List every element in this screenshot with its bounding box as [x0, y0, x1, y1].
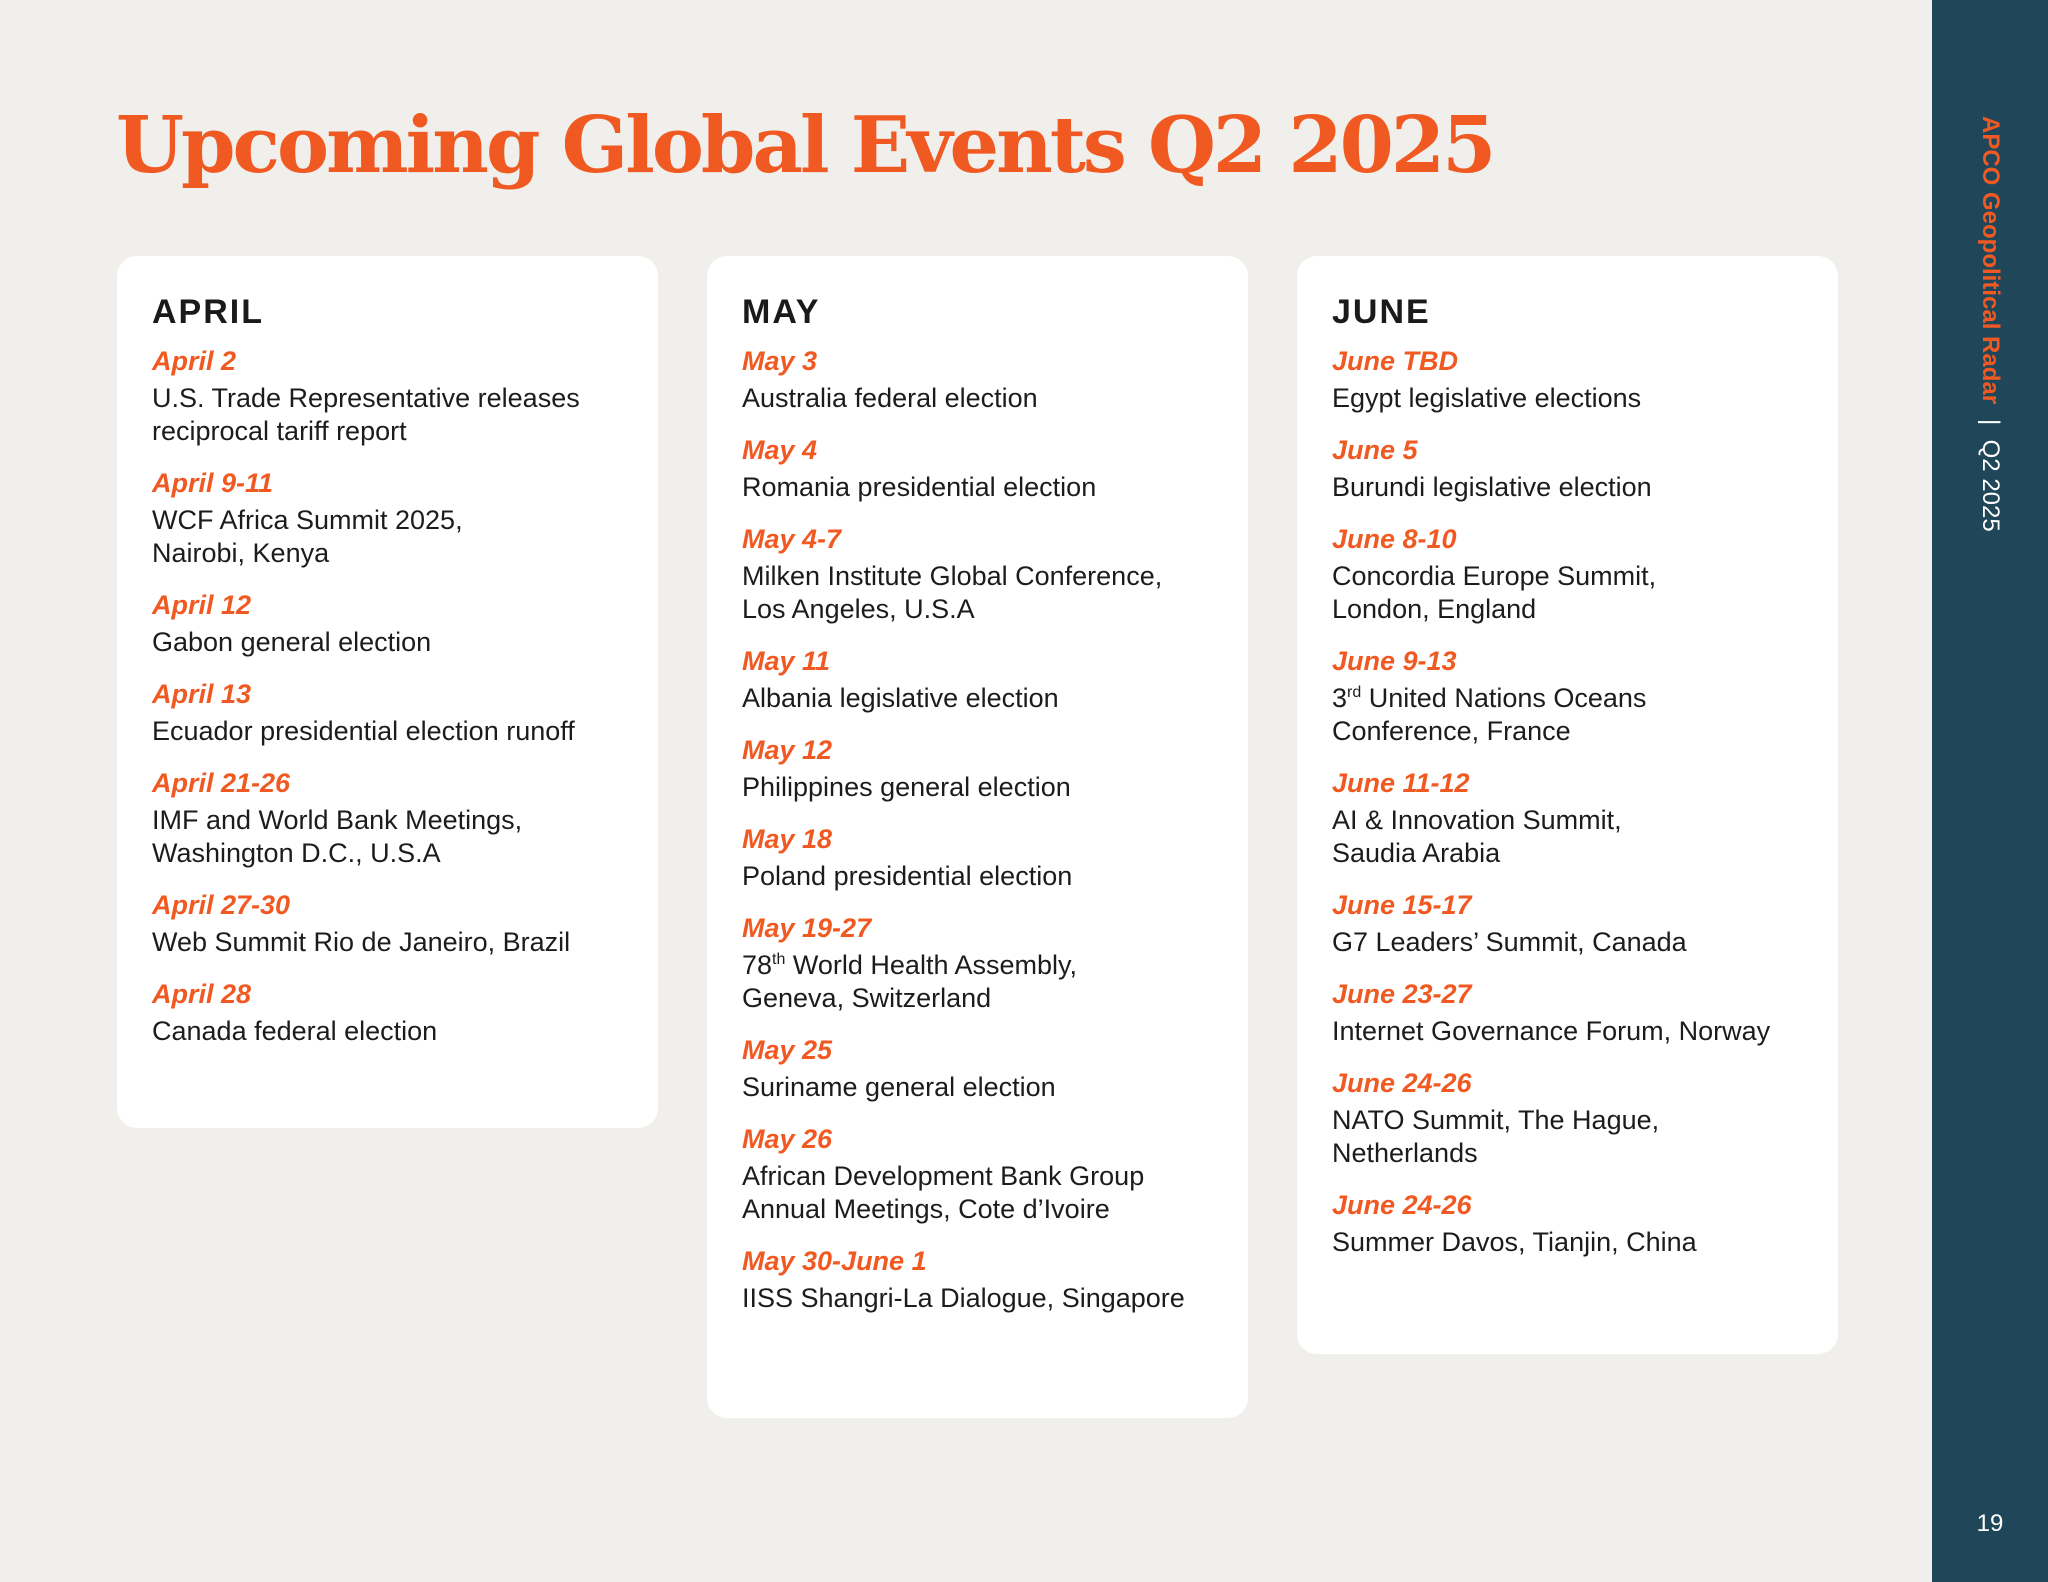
event-description — [742, 949, 1213, 982]
event-description: Suriname general election — [742, 1072, 1056, 1102]
event-item — [742, 911, 1213, 1015]
event-date: April 2 — [152, 346, 237, 376]
event-description: Geneva, Switzerland — [742, 983, 992, 1013]
event-description: Netherlands — [1332, 1138, 1478, 1168]
event-item — [152, 344, 623, 448]
event-item — [742, 433, 1213, 504]
event-date: April 13 — [152, 679, 252, 709]
may-card — [707, 256, 1248, 1418]
ordinal-suffix: rd — [1347, 684, 1362, 701]
event-date: April 27-30 — [152, 890, 291, 920]
event-description: Canada federal election — [152, 1016, 438, 1046]
event-description: Washington D.C., U.S.A — [152, 838, 441, 868]
event-description: Summer Davos, Tianjin, China — [1332, 1227, 1697, 1257]
event-description: IISS Shangri-La Dialogue, Singapore — [742, 1283, 1185, 1313]
event-date: May 3 — [742, 346, 818, 376]
event-date: June 8-10 — [1332, 524, 1457, 554]
event-date: June 15-17 — [1332, 890, 1472, 920]
event-item — [742, 733, 1213, 804]
event-description: Annual Meetings, Cote d’Ivoire — [742, 1194, 1110, 1224]
event-description: Saudia Arabia — [1332, 838, 1501, 868]
event-description — [1332, 682, 1803, 715]
event-item — [152, 677, 623, 748]
event-list — [1332, 344, 1803, 1259]
event-description: Ecuador presidential election runoff — [152, 716, 575, 746]
ordinal-suffix: th — [772, 951, 786, 968]
page-title: Upcoming Global Events Q2 2025 — [116, 100, 1494, 191]
event-description: African Development Bank Group — [742, 1161, 1145, 1191]
event-date: May 25 — [742, 1035, 833, 1065]
event-description: Romania presidential election — [742, 472, 1097, 502]
month-heading: JUNE — [1332, 293, 1431, 331]
event-date: June 23-27 — [1332, 979, 1472, 1009]
event-description: Web Summit Rio de Janeiro, Brazil — [152, 927, 571, 957]
event-item — [1332, 644, 1803, 748]
event-date: April 9-11 — [152, 468, 274, 498]
event-item — [152, 766, 623, 870]
event-date: April 12 — [152, 590, 252, 620]
event-list — [742, 344, 1213, 1315]
event-date: June 9-13 — [1332, 646, 1457, 676]
event-description: Milken Institute Global Conference, — [742, 561, 1163, 591]
event-date: June TBD — [1332, 346, 1459, 376]
event-item — [742, 1122, 1213, 1226]
event-description: Concordia Europe Summit, — [1332, 561, 1657, 591]
event-date: May 4 — [742, 435, 818, 465]
event-description: IMF and World Bank Meetings, — [152, 805, 523, 835]
ordinal-rest: United Nations Oceans — [1361, 683, 1647, 713]
event-item — [742, 822, 1213, 893]
event-description: Internet Governance Forum, Norway — [1332, 1016, 1771, 1046]
month-heading: MAY — [742, 293, 821, 331]
event-list — [152, 344, 623, 1048]
event-date: April 21-26 — [152, 768, 291, 798]
event-description: Albania legislative election — [742, 683, 1059, 713]
event-description: Egypt legislative elections — [1332, 383, 1642, 413]
event-date: June 5 — [1332, 435, 1418, 465]
june-card — [1297, 256, 1838, 1354]
event-item — [152, 466, 623, 570]
sidebar-caption — [1972, 116, 2008, 532]
event-date: May 11 — [742, 646, 831, 676]
event-item — [1332, 766, 1803, 870]
event-description: AI & Innovation Summit, — [1332, 805, 1622, 835]
event-description: NATO Summit, The Hague, — [1332, 1105, 1660, 1135]
month-heading: APRIL — [152, 293, 264, 331]
event-description: Los Angeles, U.S.A — [742, 594, 975, 624]
event-date: June 24-26 — [1332, 1068, 1472, 1098]
page-number: 19 — [1976, 1510, 2004, 1537]
event-item — [1332, 1066, 1803, 1170]
event-item — [152, 588, 623, 659]
event-item — [1332, 522, 1803, 626]
event-item — [152, 888, 623, 959]
event-description: Burundi legislative election — [1332, 472, 1652, 502]
event-item — [742, 522, 1213, 626]
event-date: May 30-June 1 — [742, 1246, 927, 1276]
event-description: WCF Africa Summit 2025, — [152, 505, 463, 535]
ordinal-number: 3 — [1332, 683, 1348, 713]
event-description: Conference, France — [1332, 716, 1571, 746]
event-date: May 26 — [742, 1124, 833, 1154]
event-item — [742, 1244, 1213, 1315]
event-description: Nairobi, Kenya — [152, 538, 330, 568]
ordinal-number: 78 — [742, 950, 773, 980]
event-description: G7 Leaders’ Summit, Canada — [1332, 927, 1687, 957]
event-date: April 28 — [152, 979, 252, 1009]
event-item — [1332, 888, 1803, 959]
event-description: Gabon general election — [152, 627, 432, 657]
sidebar-separator: | — [1977, 418, 2004, 425]
event-description: Australia federal election — [742, 383, 1038, 413]
sidebar-period: Q2 2025 — [1977, 439, 2004, 532]
event-item — [742, 344, 1213, 415]
april-card — [117, 256, 658, 1128]
event-item — [1332, 433, 1803, 504]
event-date: May 12 — [742, 735, 833, 765]
event-item — [1332, 344, 1803, 415]
event-item — [1332, 1188, 1803, 1259]
event-item — [742, 644, 1213, 715]
event-date: May 19-27 — [742, 913, 872, 943]
sidebar-brand: APCO Geopolitical Radar — [1977, 116, 2004, 405]
event-item — [152, 977, 623, 1048]
event-item — [1332, 977, 1803, 1048]
event-description: Philippines general election — [742, 772, 1071, 802]
event-date: May 4-7 — [742, 524, 842, 554]
event-item — [742, 1033, 1213, 1104]
event-description: reciprocal tariff report — [152, 416, 407, 446]
event-description: U.S. Trade Representative releases — [152, 383, 580, 413]
event-date: May 18 — [742, 824, 833, 854]
event-description: Poland presidential election — [742, 861, 1073, 891]
event-description: London, England — [1332, 594, 1537, 624]
ordinal-rest: World Health Assembly, — [785, 950, 1077, 980]
event-date: June 11-12 — [1332, 768, 1470, 798]
event-date: June 24-26 — [1332, 1190, 1472, 1220]
